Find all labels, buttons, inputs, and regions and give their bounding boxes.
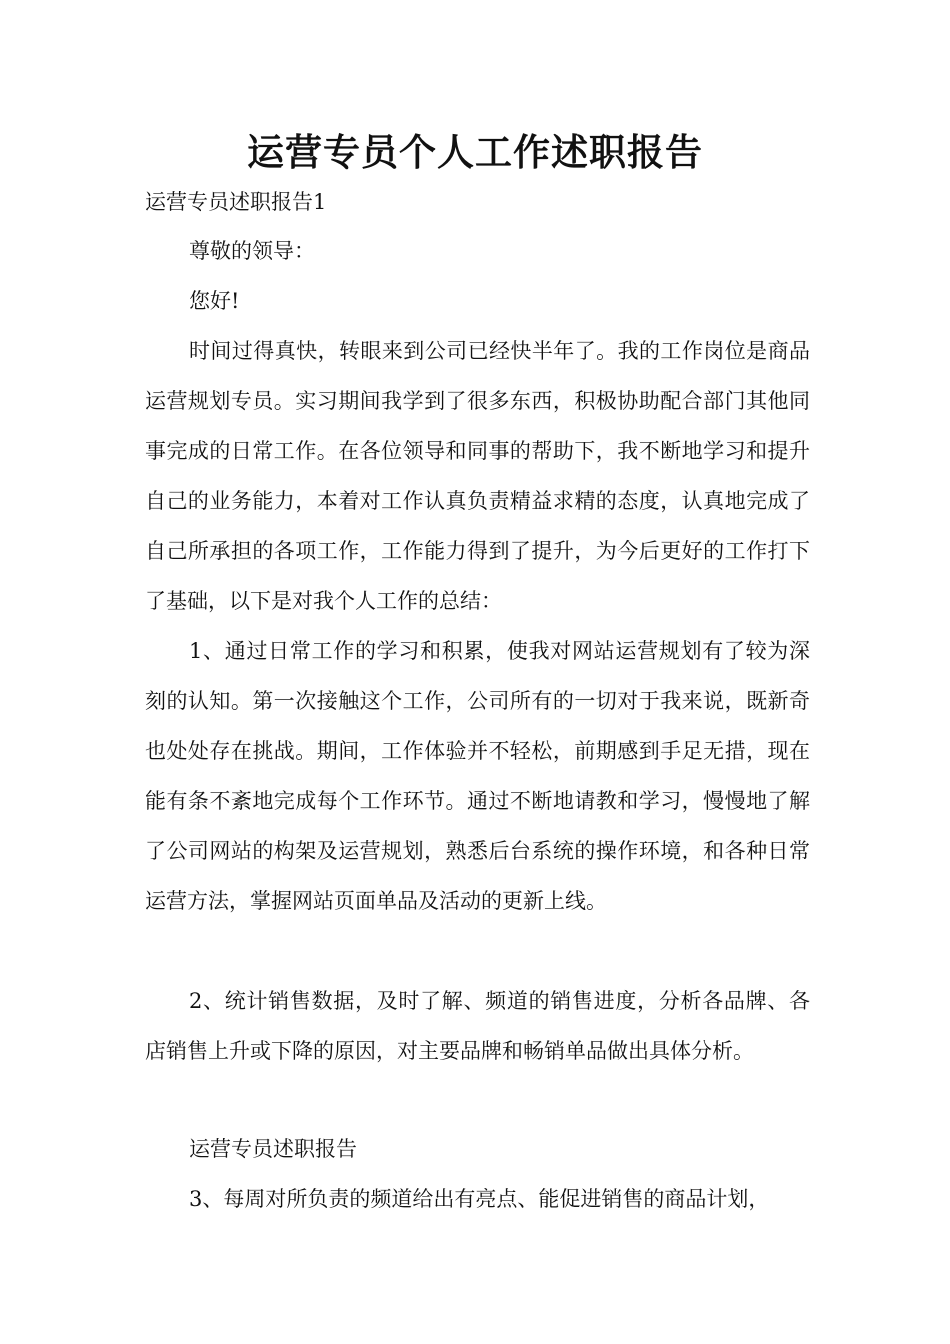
greeting: 您好! bbox=[189, 289, 240, 313]
body-paragraph-point-1: 1、通过日常工作的学习和积累，使我对网站运营规划有了较为深刻的认知。第一次接触这个工作，公司所有的一切对于我来说，既新奇也处处存在挑战。期间，工作体验并不轻松，前期感到手足无措，现在能有条不紊地完成每个工作环节。通过不断地请教和学习，慢慢地了解了公司网站的构架及运营规划，熟悉后台系统的操作环境，和各种日常运营方法，掌握网站页面单品及活动的更新上线。 bbox=[145, 639, 810, 913]
salutation: 尊敬的领导： bbox=[189, 239, 315, 263]
body-paragraph-point-3: 3、每周对所负责的频道给出有亮点、能促进销售的商品计划， bbox=[189, 1187, 770, 1211]
body-paragraph-intro: 时间过得真快，转眼来到公司已经快半年了。我的工作岗位是商品运营规划专员。实习期间我学到了很多东西，积极协助配合部门其他同事完成的日常工作。在各位领导和同事的帮助下，我不断地学习和提升自己的业务能力，本着对工作认真负责精益求精的态度，认真地完成了自己所承担的各项工作，工作能力得到了提升，为今后更好的工作打下了基础，以下是对我个人工作的总结： bbox=[145, 339, 810, 613]
body-paragraph-point-2: 2、统计销售数据，及时了解、频道的销售进度，分析各品牌、各店销售上升或下降的原因，对主要品牌和畅销单品做出具体分析。 bbox=[145, 989, 810, 1063]
report-subheading: 运营专员述职报告1 bbox=[145, 190, 327, 214]
document-title: 运营专员个人工作述职报告 bbox=[247, 130, 703, 174]
section-label: 运营专员述职报告 bbox=[189, 1137, 357, 1161]
